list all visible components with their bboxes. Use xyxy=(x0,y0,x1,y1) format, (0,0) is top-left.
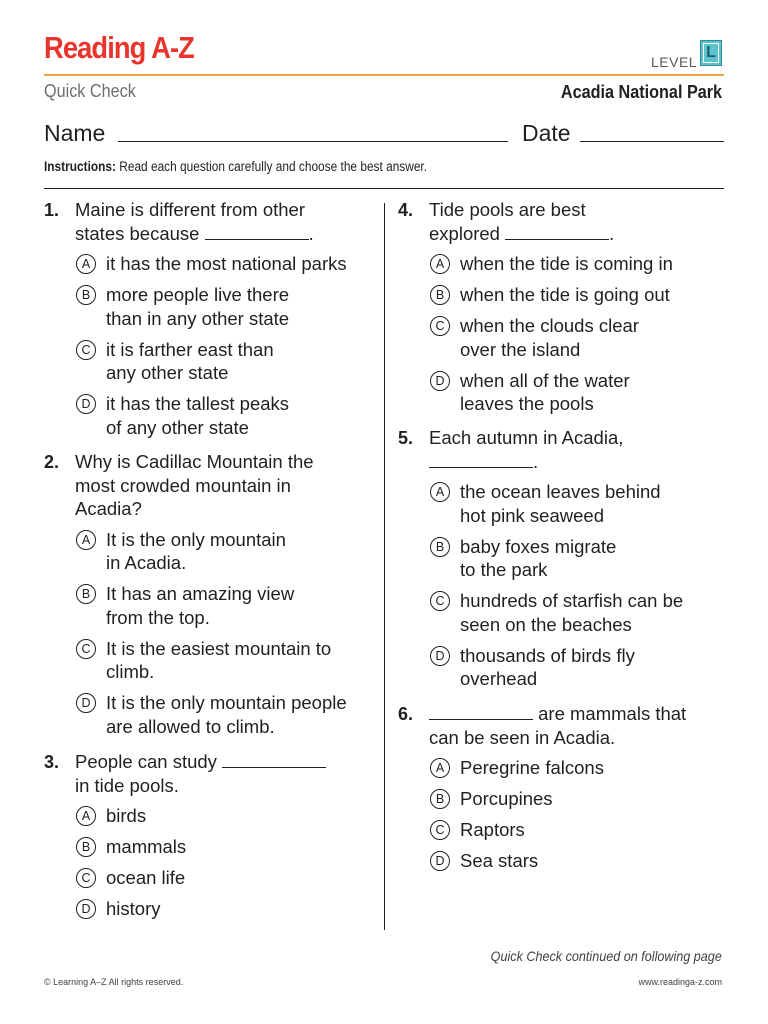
question-5 xyxy=(398,426,728,698)
option-text: It is the only mountain people are allowed to climb. xyxy=(106,692,347,737)
option-bubble[interactable]: B xyxy=(76,584,96,604)
option-a[interactable] xyxy=(76,252,374,276)
option-bubble[interactable]: B xyxy=(430,537,450,557)
reading-az-logo: Reading A-Z xyxy=(44,30,194,65)
copyright: © Learning A–Z All rights reserved. xyxy=(44,977,184,987)
option-bubble[interactable]: A xyxy=(430,482,450,502)
level-label: LEVEL xyxy=(651,54,698,70)
option-text: thousands of birds fly overhead xyxy=(460,644,635,689)
question-4 xyxy=(398,198,728,423)
option-bubble[interactable]: B xyxy=(76,837,96,857)
date-field-line[interactable] xyxy=(580,141,724,142)
stem-before: People can study xyxy=(75,751,217,772)
option-d[interactable] xyxy=(430,369,670,416)
option-text: Raptors xyxy=(460,819,525,840)
option-a[interactable] xyxy=(430,480,680,527)
stem-after: are mammals that can be seen in Acadia. xyxy=(429,703,687,748)
option-text: it has the tallest peaks of any other state xyxy=(106,393,290,438)
question-number: 2. xyxy=(44,452,60,472)
name-label: Name xyxy=(44,120,106,146)
option-b[interactable] xyxy=(76,283,296,330)
option-text: the ocean leaves behind hot pink seaweed xyxy=(460,481,661,526)
stem-before: Why is Cadillac Mountain the most crowded mountain in Acadia? xyxy=(75,451,314,519)
answer-blank xyxy=(429,453,533,468)
stem-after: . xyxy=(533,450,539,472)
column-divider xyxy=(384,203,385,930)
stem-after: . xyxy=(609,222,615,244)
instructions xyxy=(44,159,427,174)
option-a[interactable] xyxy=(430,756,728,780)
option-d[interactable] xyxy=(76,897,374,921)
option-text: baby foxes migrate to the park xyxy=(460,535,617,580)
option-bubble[interactable]: D xyxy=(430,371,450,391)
option-text: when the tide is going out xyxy=(460,284,670,305)
option-bubble[interactable]: A xyxy=(430,254,450,274)
website-link[interactable]: www.readinga-z.com xyxy=(638,977,722,987)
option-bubble[interactable]: C xyxy=(76,340,96,360)
option-text: ocean life xyxy=(106,867,186,888)
option-d[interactable] xyxy=(76,691,376,738)
question-number: 6. xyxy=(398,704,414,724)
option-text: hundreds of starfish can be seen on the beaches xyxy=(460,590,684,635)
instructions-lead: Instructions: xyxy=(44,159,116,174)
option-bubble[interactable]: A xyxy=(76,806,96,826)
level-badge xyxy=(700,40,722,66)
option-bubble[interactable]: D xyxy=(430,851,450,871)
answer-blank xyxy=(505,225,609,240)
option-d[interactable] xyxy=(430,849,728,873)
question-stem xyxy=(75,450,335,521)
option-text: it has the most national parks xyxy=(106,253,347,274)
question-1 xyxy=(44,198,374,447)
option-b[interactable] xyxy=(76,582,316,629)
option-c[interactable] xyxy=(430,314,670,361)
option-text: Sea stars xyxy=(460,850,539,871)
option-text: Peregrine falcons xyxy=(460,757,604,778)
level-value: L xyxy=(703,43,719,63)
stem-before: Each autumn in Acadia, xyxy=(429,427,624,448)
option-text: history xyxy=(106,898,161,919)
instructions-text: Read each question carefully and choose the best answer. xyxy=(119,159,428,174)
option-bubble[interactable]: B xyxy=(430,285,450,305)
option-bubble[interactable]: C xyxy=(430,316,450,336)
answer-blank xyxy=(429,705,533,720)
question-6 xyxy=(398,702,728,880)
stem-after: . xyxy=(308,222,314,244)
question-stem xyxy=(75,198,335,245)
date-label: Date xyxy=(522,120,571,146)
option-bubble[interactable]: D xyxy=(76,394,96,414)
header-rule xyxy=(44,74,724,76)
doc-title: Acadia National Park xyxy=(560,82,722,102)
answer-blank xyxy=(222,753,326,768)
question-number: 1. xyxy=(44,200,60,220)
stem-before: Tide pools are best explored xyxy=(429,199,586,244)
option-b[interactable] xyxy=(430,787,728,811)
question-2 xyxy=(44,450,374,746)
option-c[interactable] xyxy=(76,338,296,385)
option-text: when the tide is coming in xyxy=(460,253,673,274)
question-stem xyxy=(75,750,345,797)
option-bubble[interactable]: C xyxy=(430,591,450,611)
option-c[interactable] xyxy=(76,637,336,684)
option-text: mammals xyxy=(106,836,187,857)
question-number: 5. xyxy=(398,428,414,448)
option-bubble[interactable]: D xyxy=(76,693,96,713)
option-bubble[interactable]: A xyxy=(76,530,96,550)
option-bubble[interactable]: D xyxy=(430,646,450,666)
option-a[interactable] xyxy=(76,528,286,575)
option-bubble[interactable]: A xyxy=(430,758,450,778)
name-field-line[interactable] xyxy=(118,141,508,142)
option-text: It is the only mountain in Acadia. xyxy=(106,528,286,573)
option-c[interactable] xyxy=(76,866,374,890)
question-stem xyxy=(429,426,629,473)
option-bubble[interactable]: B xyxy=(76,285,96,305)
option-text: It has an amazing view from the top. xyxy=(106,583,295,628)
option-bubble[interactable]: C xyxy=(430,820,450,840)
option-text: Porcupines xyxy=(460,788,553,809)
option-d[interactable] xyxy=(430,644,640,691)
question-stem xyxy=(429,702,709,749)
option-text: when the clouds clear over the island xyxy=(460,315,639,360)
option-text: it is farther east than any other state xyxy=(106,338,274,383)
option-b[interactable] xyxy=(430,535,630,582)
option-a[interactable] xyxy=(76,804,374,828)
option-c[interactable] xyxy=(430,589,690,636)
option-c[interactable] xyxy=(430,818,728,842)
option-bubble[interactable]: C xyxy=(76,639,96,659)
option-text: birds xyxy=(106,805,147,826)
option-bubble[interactable]: A xyxy=(76,254,96,274)
stem-before: Maine is different from other states because xyxy=(75,199,305,244)
option-bubble[interactable]: D xyxy=(76,899,96,919)
instructions-rule xyxy=(44,188,724,189)
option-bubble[interactable]: B xyxy=(430,789,450,809)
option-b[interactable] xyxy=(76,835,374,859)
option-bubble[interactable]: C xyxy=(76,868,96,888)
question-number: 3. xyxy=(44,752,60,772)
continued-note: Quick Check continued on following page xyxy=(490,948,722,964)
doc-subtitle: Quick Check xyxy=(44,81,136,101)
option-d[interactable] xyxy=(76,392,296,439)
answer-blank xyxy=(205,225,309,240)
option-text: when all of the water leaves the pools xyxy=(460,369,630,414)
question-3 xyxy=(44,750,374,928)
question-stem xyxy=(429,198,639,245)
option-b[interactable] xyxy=(430,283,728,307)
question-number: 4. xyxy=(398,200,414,220)
option-text: It is the easiest mountain to climb. xyxy=(106,637,332,682)
option-text: more people live there than in any other state xyxy=(106,284,290,329)
option-a[interactable] xyxy=(430,252,728,276)
stem-after: in tide pools. xyxy=(75,774,179,796)
